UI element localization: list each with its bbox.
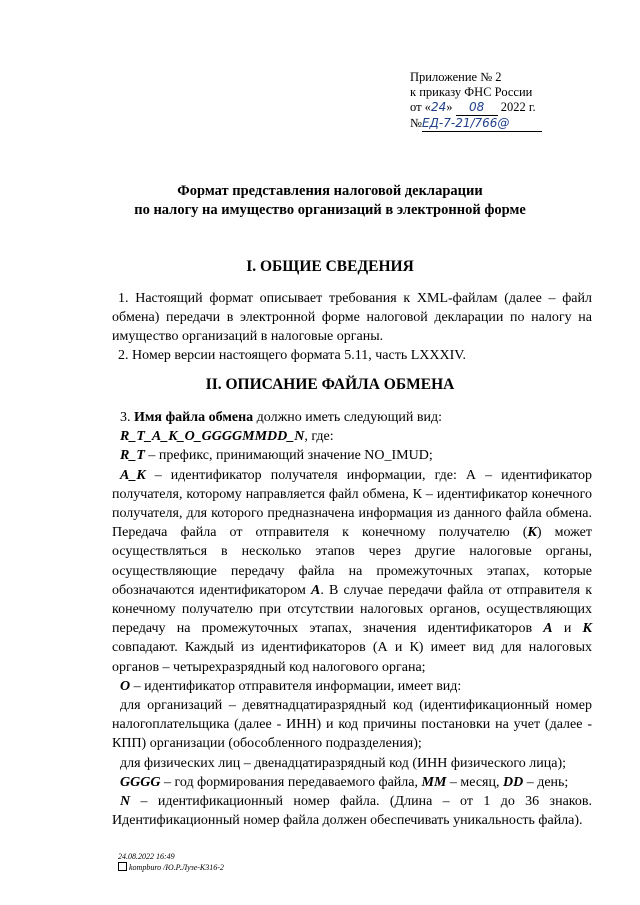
appendix-number: №ЕД-7-21/766@ bbox=[410, 116, 542, 132]
organization-code: для организаций – девятнадцатиразрядный код (идентификационный номер налогоплательщика (далее - ИНН) и код причины постановки на учет (далее - КПП) организации (обособленного подразделения); bbox=[112, 698, 592, 752]
printer-icon bbox=[118, 862, 127, 871]
appendix-block bbox=[410, 70, 542, 132]
handwritten-day: 24 bbox=[430, 100, 447, 114]
appendix-line2: к приказу ФНС России bbox=[410, 85, 533, 99]
rt-definition: R_T – префикс, принимающий значение NO_IMUD; bbox=[120, 448, 433, 464]
file-name-pattern: R_T_A_K_O_GGGGMMDD_N, где: bbox=[120, 429, 334, 445]
footer-timestamp: 24.08.2022 16:49 bbox=[118, 852, 175, 861]
date-definition: GGGG – год формирования передаваемого файла, MM – месяц, DD – день; bbox=[120, 774, 569, 790]
footer-operator: kompburo /Ю.Р.Лузе-К316-2 bbox=[118, 862, 224, 873]
appendix-date: от «24» 08 2022 г. bbox=[410, 100, 536, 114]
n-definition: N – идентификационный номер файла. (Длина – от 1 до 36 знаков. Идентификационный номер файла должен обеспечивать уникальность файла). bbox=[112, 794, 592, 829]
handwritten-month: 08 bbox=[456, 100, 498, 116]
section1-paragraph2: 2. Номер версии настоящего формата 5.11, часть LXXXIV. bbox=[118, 348, 467, 363]
section2-heading: II. ОПИСАНИЕ ФАЙЛА ОБМЕНА bbox=[205, 376, 455, 393]
handwritten-order-number: ЕД-7-21/766@ bbox=[422, 116, 542, 132]
paragraph3: 3. Имя файла обмена должно иметь следующий вид: bbox=[120, 410, 443, 425]
ak-definition: A_K – идентификатор получателя информации, где: А – идентификатор получателя, которому направляется файл обмена, К – идентификатор конечного получателя, для которого предназначена информация из данного файла обмена. Передача файла от отправителя к конечному получателю (К) может осуществляться в несколько этапов через другие налоговые органы, осуществляющие передачу файла на промежуточных этапах, которые обозначаются идентификатором А. В случае передачи файла от отправителя к конечному получателю при отсутствии налоговых органов, осуществляющих передачу на промежуточных этапах, значения идентификаторов А и К совпадают. Каждый из идентификаторов (А и К) имеет вид для налоговых органов – четырехразрядный код налогового органа; bbox=[112, 467, 593, 675]
section2-body bbox=[112, 408, 592, 830]
o-definition: O – идентификатор отправителя информации, имеет вид: bbox=[120, 678, 462, 694]
section1-heading: I. ОБЩИЕ СВЕДЕНИЯ bbox=[246, 258, 414, 275]
appendix-line1: Приложение № 2 bbox=[410, 70, 502, 84]
print-footer bbox=[118, 852, 224, 873]
section1-paragraph1: 1. Настоящий формат описывает требования к XML-файлам (далее – файл обмена) передачи в электронной форме налоговой декларации по налогу на имущество организаций в налоговые органы. bbox=[112, 291, 592, 344]
individual-code: для физических лиц – двенадцатиразрядный код (ИНН физического лица); bbox=[120, 755, 566, 771]
document-title: Формат представления налоговой декларации по налогу на имущество организаций в электронной форме bbox=[134, 183, 526, 218]
